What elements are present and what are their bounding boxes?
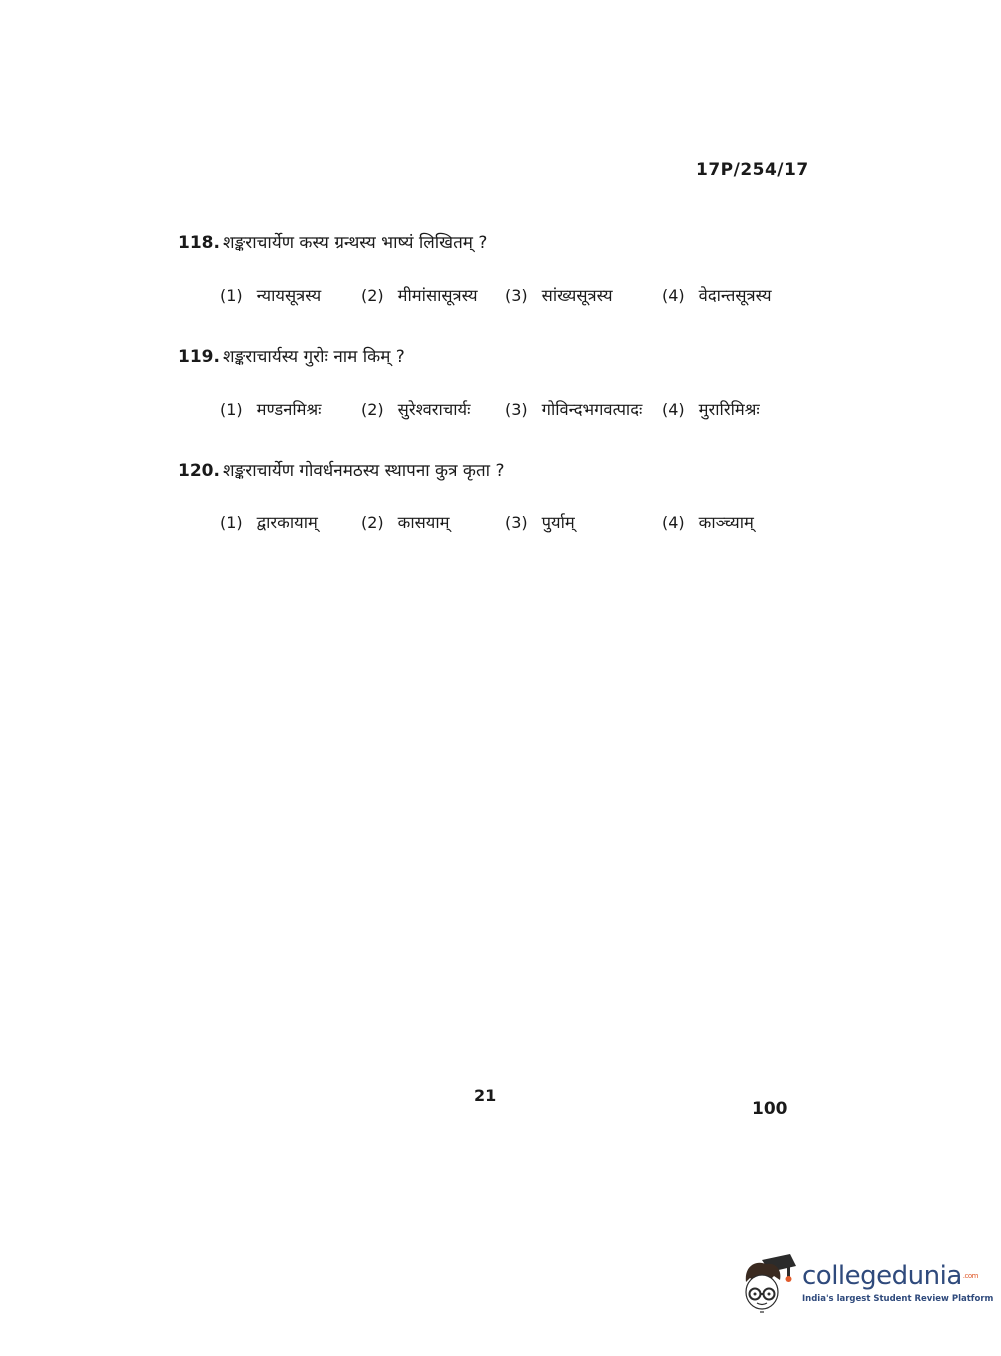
option-text: सांख्यसूत्रस्य — [541, 286, 613, 305]
question-120 — [178, 458, 504, 481]
question-text: शङ्कराचार्यस्य गुरोः नाम किम् ? — [222, 347, 405, 367]
option-118-1 — [220, 283, 321, 306]
option-118-2 — [361, 283, 478, 306]
option-text: मुरारिमिश्रः — [698, 400, 760, 419]
option-text: काञ्च्याम् — [698, 513, 754, 532]
option-120-4 — [662, 510, 754, 533]
question-number: 119. — [178, 347, 220, 367]
option-text: गोविन्दभगवत्पादः — [541, 400, 643, 419]
brand-suffix: .com — [962, 1272, 978, 1280]
option-118-4 — [662, 283, 772, 306]
question-number: 118. — [178, 233, 220, 253]
option-number: (1) — [220, 286, 243, 305]
option-number: (3) — [505, 513, 528, 532]
option-text: कासयाम् — [397, 513, 450, 532]
option-number: (4) — [662, 400, 685, 419]
option-text: मीमांसासूत्रस्य — [397, 286, 478, 305]
option-text: द्वारकायाम् — [256, 513, 318, 532]
option-number: (4) — [662, 286, 685, 305]
question-119 — [178, 344, 405, 367]
question-118 — [178, 230, 487, 253]
question-text: शङ्कराचार्येण कस्य ग्रन्थस्य भाष्यं लिखितम् ? — [222, 233, 488, 253]
option-number: (1) — [220, 400, 243, 419]
question-text: शङ्कराचार्येण गोवर्धनमठस्य स्थापना कुत्र कृता ? — [222, 461, 505, 481]
option-number: (3) — [505, 400, 528, 419]
option-number: (1) — [220, 513, 243, 532]
option-text: पुर्याम् — [541, 513, 575, 532]
option-text: सुरेश्वराचार्यः — [397, 400, 471, 419]
mascot-icon — [740, 1252, 798, 1314]
option-120-3 — [505, 510, 575, 533]
option-118-3 — [505, 283, 613, 306]
collegedunia-watermark — [740, 1248, 994, 1318]
option-number: (2) — [361, 400, 384, 419]
brand-block — [802, 1262, 993, 1304]
option-number: (2) — [361, 513, 384, 532]
option-119-2 — [361, 397, 470, 420]
page-number: 21 — [474, 1086, 497, 1105]
question-number: 120. — [178, 461, 220, 481]
paper-code: 17P/254/17 — [696, 160, 809, 180]
option-text: वेदान्तसूत्रस्य — [698, 286, 772, 305]
option-120-1 — [220, 510, 318, 533]
option-number: (3) — [505, 286, 528, 305]
brand-name: collegedunia$^{.com}$ — [802, 1261, 978, 1291]
option-119-1 — [220, 397, 322, 420]
option-text: मण्डनमिश्रः — [256, 400, 322, 419]
option-number: (2) — [361, 286, 384, 305]
option-text: न्यायसूत्रस्य — [256, 286, 322, 305]
option-119-4 — [662, 397, 760, 420]
option-120-2 — [361, 510, 449, 533]
option-119-3 — [505, 397, 642, 420]
option-number: (4) — [662, 513, 685, 532]
brand-tagline: India's largest Student Review Platform — [802, 1294, 994, 1304]
question-count: 100 — [752, 1099, 788, 1119]
